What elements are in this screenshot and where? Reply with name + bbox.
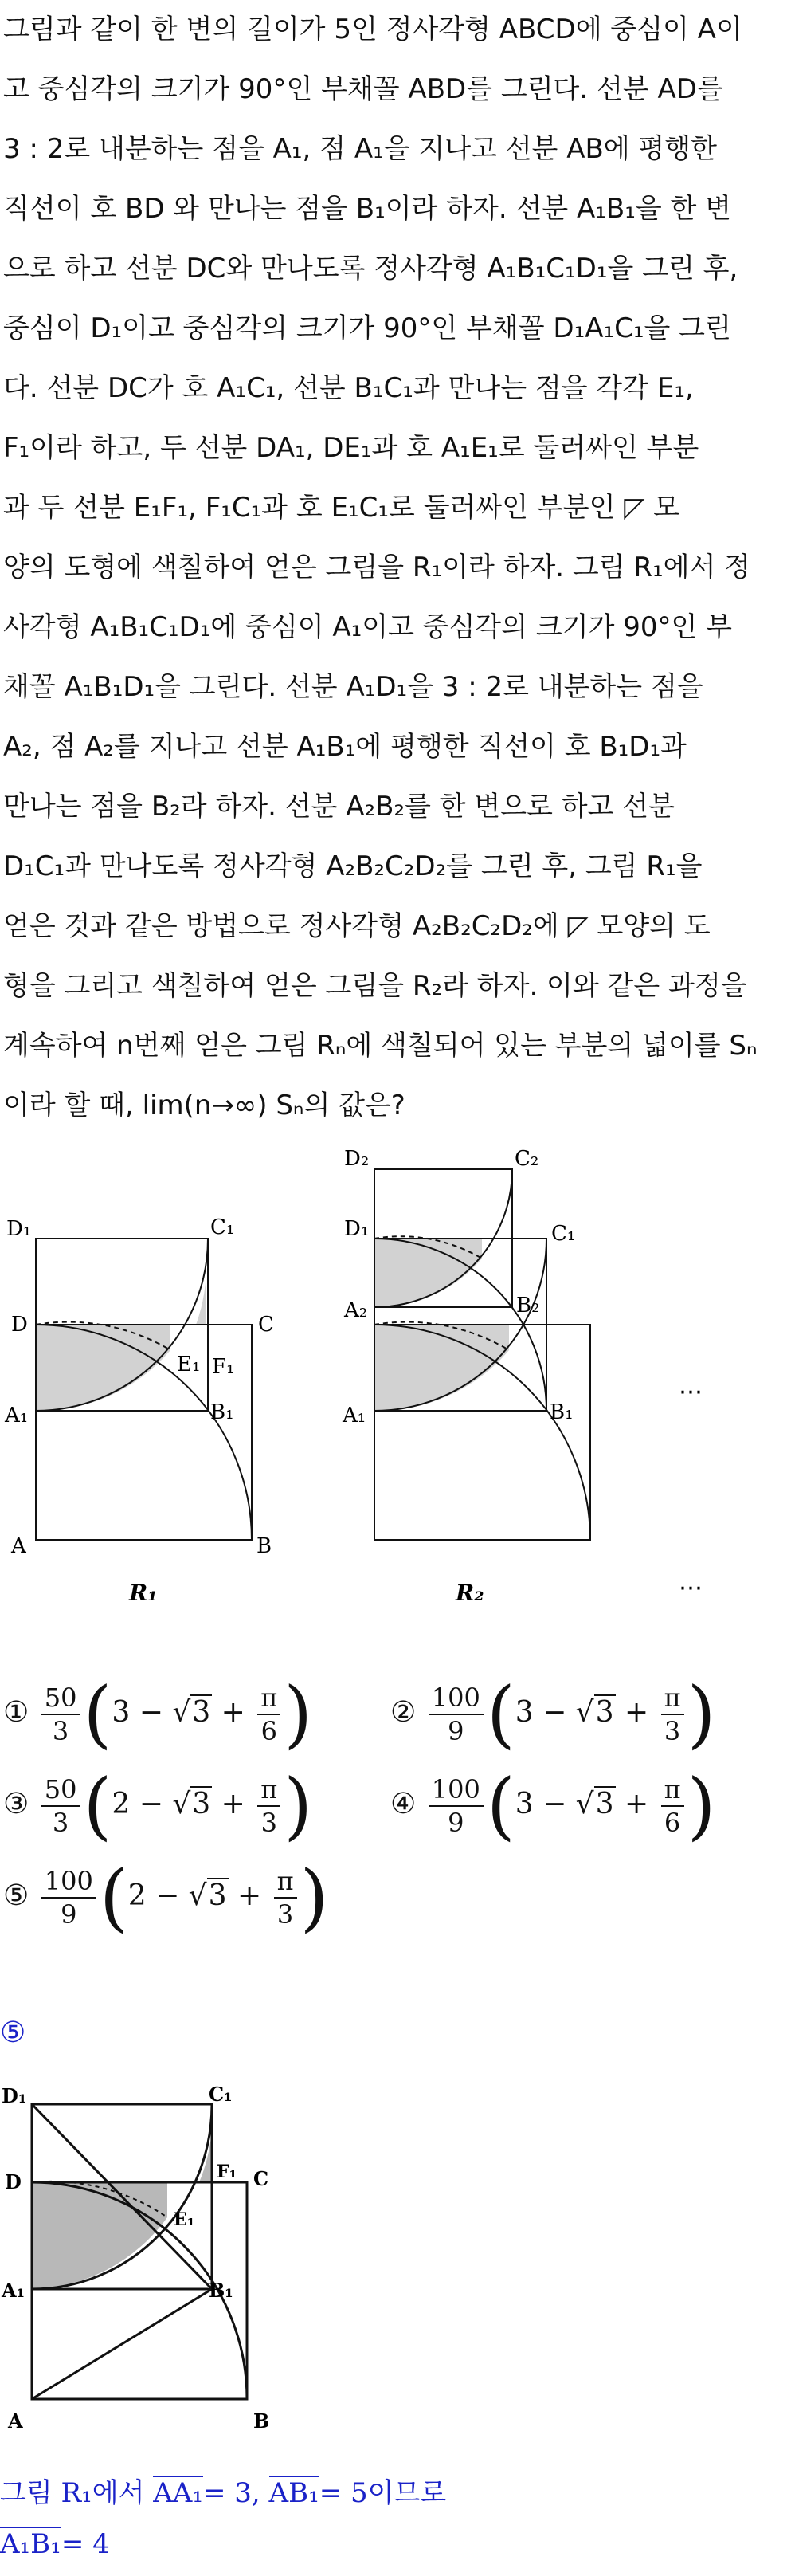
sol-label-c: C (253, 2167, 269, 2190)
solution-line-2: A₁B₁= 4 (0, 2528, 110, 2560)
problem-line: 형을 그리고 색칠하여 얻은 그림을 R₂라 하자. 이와 같은 과정을 (3, 970, 747, 1002)
sol-label-c1: C₁ (209, 2083, 233, 2106)
label-d1: D₁ (6, 1217, 32, 1241)
problem-line: 얻은 것과 같은 방법으로 정사각형 A₂B₂C₂D₂에 ◸ 모양의 도 (3, 910, 711, 942)
caption-r1: R₁ (129, 1580, 158, 1606)
fraction: $\frac{\pi}{6}$ (257, 1682, 280, 1747)
choice-2[interactable]: ② $\frac{100}{9}$ (3 − √3 + $\frac{\pi}{3}$ ) (390, 1671, 716, 1757)
label-f1: F₁ (212, 1355, 235, 1379)
label-c1: C₁ (210, 1215, 235, 1239)
label-d1: D₁ (344, 1217, 370, 1241)
label-b2: B₂ (516, 1294, 540, 1317)
fraction: $\frac{\pi}{3}$ (274, 1865, 297, 1930)
label-c1: C₁ (551, 1222, 576, 1246)
label-e1: E₁ (177, 1353, 201, 1376)
sol-label-f1: F₁ (217, 2162, 237, 2182)
problem-line: A₂, 점 A₂를 지나고 선분 A₁B₁에 평행한 직선이 호 B₁D₁과 (3, 731, 687, 763)
sol-label-e1: E₁ (174, 2209, 195, 2230)
choice-3[interactable]: ③ $\frac{50}{3}$ (2 − √3 + $\frac{\pi}{3}$ ) (3, 1763, 313, 1848)
label-b: B (256, 1534, 272, 1558)
solution-line-1: 그림 R₁에서 AA₁= 3, AB₁= 5이므로 (0, 2477, 447, 2509)
choice-mark: ③ (3, 1788, 29, 1820)
label-a2: A₂ (344, 1298, 368, 1322)
choice-mark: ② (390, 1696, 417, 1729)
ellipsis: ⋯ (679, 1378, 703, 1406)
problem-line: 양의 도형에 색칠하여 얻은 그림을 R₁이라 하자. 그림 R₁에서 정 (3, 552, 750, 583)
fraction: $\frac{100}{9}$ (429, 1682, 484, 1747)
figure-r1 (36, 1239, 252, 1540)
solution-figure (0, 2072, 335, 2447)
label-a1: A₁ (343, 1404, 366, 1427)
label-a1: A₁ (5, 1404, 29, 1427)
label-d2: D₂ (344, 1148, 370, 1171)
problem-line: 계속하여 n번째 얻은 그림 Rₙ에 색칠되어 있는 부분의 넓이를 Sₙ (3, 1030, 758, 1062)
fraction: $\frac{\pi}{3}$ (661, 1682, 684, 1747)
choice-mark: ④ (390, 1788, 417, 1820)
label-d: D (11, 1313, 28, 1337)
problem-line: 사각형 A₁B₁C₁D₁에 중심이 A₁이고 중심각의 크기가 90°인 부 (3, 611, 733, 643)
problem-line: 그림과 같이 한 변의 길이가 5인 정사각형 ABCD에 중심이 A이 (3, 14, 742, 45)
fraction: $\frac{50}{3}$ (41, 1773, 80, 1839)
problem-line: 으로 하고 선분 DC와 만나도록 정사각형 A₁B₁C₁D₁을 그린 후, (3, 253, 738, 285)
sol-label-a: A (8, 2409, 23, 2433)
fraction: $\frac{50}{3}$ (41, 1682, 80, 1747)
fraction: $\frac{100}{9}$ (41, 1865, 96, 1930)
sol-label-d1: D₁ (2, 2084, 27, 2107)
problem-line: 다. 선분 DC가 호 A₁C₁, 선분 B₁C₁과 만나는 점을 각각 E₁, (3, 372, 694, 404)
choice-5[interactable]: ⑤ $\frac{100}{9}$ (2 − √3 + $\frac{\pi}{3}$ ) (3, 1855, 329, 1940)
problem-line: D₁C₁과 만나도록 정사각형 A₂B₂C₂D₂를 그린 후, 그림 R₁을 (3, 850, 703, 882)
fraction: $\frac{\pi}{6}$ (661, 1773, 684, 1839)
sol-label-d: D (5, 2170, 22, 2193)
label-a: A (11, 1534, 26, 1558)
sol-label-b: B (253, 2409, 270, 2433)
problem-line: 채꼴 A₁B₁D₁을 그린다. 선분 A₁D₁을 3 : 2로 내분하는 점을 (3, 671, 703, 703)
problem-line: 고 중심각의 크기가 90°인 부채꼴 ABD를 그린다. 선분 AD를 (3, 73, 723, 105)
ellipsis: ⋯ (679, 1574, 703, 1602)
problem-line: 직선이 호 BD 와 만나는 점을 B₁이라 하자. 선분 A₁B₁을 한 변 (3, 193, 732, 225)
problem-line: 중심이 D₁이고 중심각의 크기가 90°인 부채꼴 D₁A₁C₁을 그린 (3, 312, 731, 344)
problem-line: F₁이라 하고, 두 선분 DA₁, DE₁과 호 A₁E₁로 둘러싸인 부분 (3, 432, 699, 464)
sol-label-a1: A₁ (2, 2279, 25, 2302)
problem-line: 과 두 선분 E₁F₁, F₁C₁과 호 E₁C₁로 둘러싸인 부분인 ◸ 모 (3, 492, 680, 524)
label-c: C (258, 1313, 274, 1337)
fraction: $\frac{100}{9}$ (429, 1773, 484, 1839)
choice-mark: ⑤ (3, 1879, 29, 1912)
choice-1[interactable]: ① $\frac{50}{3}$ (3 − √3 + $\frac{\pi}{6}$ ) (3, 1671, 313, 1757)
figure-svg (0, 1148, 791, 1626)
problem-line: 3 : 2로 내분하는 점을 A₁, 점 A₁을 지나고 선분 AB에 평행한 (3, 133, 717, 165)
caption-r2: R₂ (456, 1580, 484, 1606)
solution-answer: ⑤ (0, 2016, 26, 2049)
problem-line: 이라 할 때, lim(n→∞) Sₙ의 값은? (3, 1090, 405, 1121)
sol-label-b1: B₁ (209, 2279, 233, 2302)
choice-4[interactable]: ④ $\frac{100}{9}$ (3 − √3 + $\frac{\pi}{6}$ ) (390, 1763, 716, 1848)
label-b1: B₁ (550, 1400, 574, 1424)
fraction: $\frac{\pi}{3}$ (257, 1773, 280, 1839)
label-b1: B₁ (210, 1400, 234, 1424)
problem-text (0, 0, 791, 1136)
choice-mark: ① (3, 1696, 29, 1729)
label-c2: C₂ (515, 1148, 539, 1171)
figure-r1-r2 (0, 1148, 791, 1626)
problem-line: 만나는 점을 B₂라 하자. 선분 A₂B₂를 한 변으로 하고 선분 (3, 791, 675, 823)
